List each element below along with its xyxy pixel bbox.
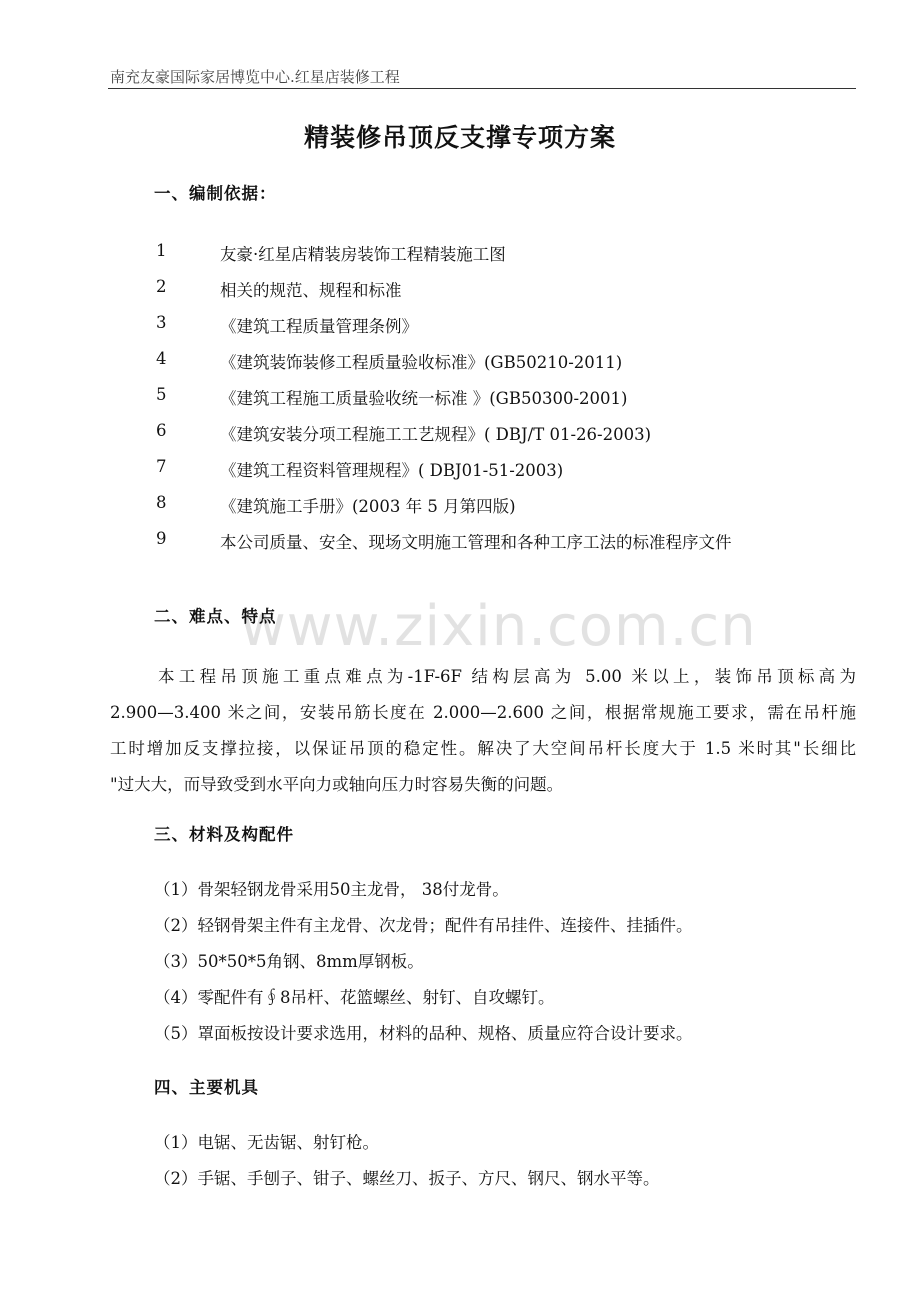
reference-text: 《建筑施工手册》(2003 年 5 月第四版) <box>220 497 516 516</box>
watermark: www.zixin.com.cn <box>240 594 757 659</box>
page-header <box>108 66 856 89</box>
paragraph-line: 本工程吊顶施工重点难点为-1F-6F 结构层高为 5.00 米以上，装饰吊顶标高为 <box>158 667 856 686</box>
reference-text: 相关的规范、规程和标准 <box>220 281 402 300</box>
reference-text: 友豪·红星店精装房装饰工程精装施工图 <box>220 245 506 264</box>
reference-text: 《建筑安装分项工程施工工艺规程》( DBJ/T 01-26-2003) <box>220 425 652 444</box>
tool-item: （1）电锯、无齿锯、射钉枪。 <box>154 1133 379 1152</box>
reference-text: 《建筑工程资料管理规程》( DBJ01-51-2003) <box>220 461 564 480</box>
material-item: （5）罩面板按设计要求选用，材料的品种、规格、质量应符合设计要求。 <box>154 1024 693 1043</box>
section-heading-basis: 一、编制依据： <box>154 184 277 203</box>
section-heading-difficulties: 二、难点、特点 <box>154 607 277 626</box>
section-heading-tools: 四、主要机具 <box>154 1078 259 1097</box>
reference-item <box>156 241 856 265</box>
paragraph-line: 2.900—3.400 米之间，安装吊筋长度在 2.000—2.600 之间，根据常规施工要求，需在吊杆施 <box>110 703 856 722</box>
reference-item <box>156 385 856 409</box>
reference-item <box>156 349 856 373</box>
material-item: （3）50*50*5角钢、8mm厚钢板。 <box>154 952 424 971</box>
reference-text: 《建筑工程施工质量验收统一标准 》(GB50300-2001) <box>220 389 628 408</box>
document-title: 精装修吊顶反支撑专项方案 <box>303 123 616 152</box>
tool-item: （2）手锯、手刨子、钳子、螺丝刀、扳子、方尺、钢尺、钢水平等。 <box>154 1169 660 1188</box>
reference-number: 6 <box>156 421 167 440</box>
section-heading-materials: 三、材料及构配件 <box>154 825 294 844</box>
reference-item <box>156 277 856 301</box>
reference-text: 《建筑工程质量管理条例》 <box>220 317 418 336</box>
reference-item <box>156 313 856 337</box>
material-item: （2）轻钢骨架主件有主龙骨、次龙骨；配件有吊挂件、连接件、挂插件。 <box>154 916 693 935</box>
reference-number: 8 <box>156 493 167 512</box>
reference-item <box>156 493 856 517</box>
reference-number: 1 <box>156 241 167 260</box>
material-item: （4）零配件有∮8吊杆、花篮螺丝、射钉、自攻螺钉。 <box>154 988 555 1007</box>
reference-number: 5 <box>156 385 167 404</box>
reference-text: 本公司质量、安全、现场文明施工管理和各种工序工法的标准程序文件 <box>220 533 732 552</box>
reference-number: 2 <box>156 277 167 296</box>
reference-text: 《建筑装饰装修工程质量验收标准》(GB50210-2011) <box>220 353 623 372</box>
reference-number: 3 <box>156 313 167 332</box>
paragraph-line: "过大大，而导致受到水平向力或轴向压力时容易失衡的问题。 <box>110 775 564 794</box>
reference-number: 7 <box>156 457 167 476</box>
reference-item <box>156 529 856 553</box>
material-item: （1）骨架轻钢龙骨采用50主龙骨， 38付龙骨。 <box>154 880 509 899</box>
reference-number: 9 <box>156 529 167 548</box>
header-text: 南充友豪国际家居博览中心.红星店装修工程 <box>110 68 400 86</box>
paragraph-line: 工时增加反支撑拉接，以保证吊顶的稳定性。解决了大空间吊杆长度大于 1.5 米时其"长细比 <box>110 739 856 758</box>
reference-number: 4 <box>156 349 167 368</box>
reference-item <box>156 457 856 481</box>
reference-item <box>156 421 856 445</box>
